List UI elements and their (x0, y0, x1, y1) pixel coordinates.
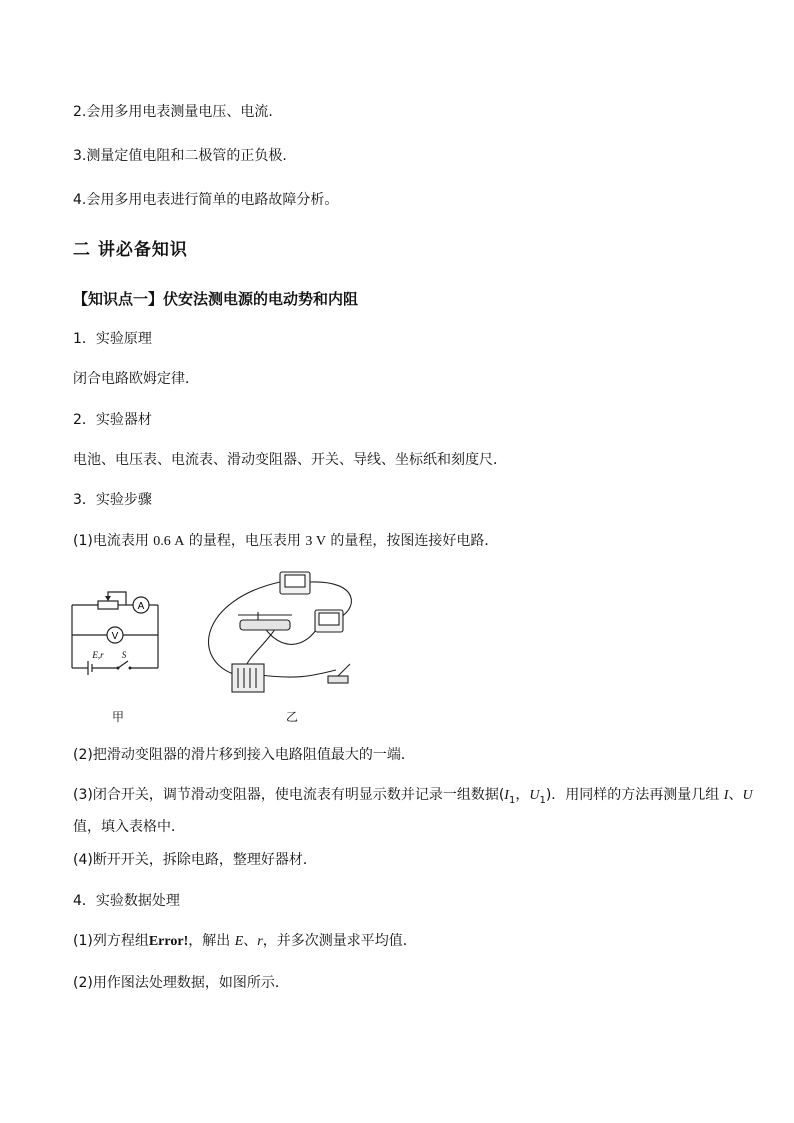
source-label: E,r (92, 650, 104, 660)
data-step-2: (2)用作图法处理数据，如图所示． (73, 975, 289, 991)
objective-3: 3.测量定值电阻和二极管的正负极. (73, 148, 287, 164)
step-3: (3)闭合开关，调节滑动变阻器，使电流表有明显示数并记录一组数据($I_1$，$U_1$)．用同样的方法再测量几组 I、U 值，填入表格中． (73, 787, 753, 835)
step-4: (4)断开开关，拆除电路，整理好器材． (73, 852, 317, 868)
section-title: 二 讲必备知识 (73, 240, 188, 260)
equipment-text: 电池、电压表、电流表、滑动变阻器、开关、导线、坐标纸和刻度尺． (73, 452, 507, 468)
circuit-diagram-svg (60, 560, 370, 720)
rheostat-symbol (98, 601, 118, 609)
apparatus-yi (209, 572, 352, 692)
figure-caption-yi: 乙 (286, 710, 299, 724)
figure-caption-jia: 甲 (112, 710, 125, 724)
data-step-1: (1)列方程组Error!，解出 E、r，并多次测量求平均值． (73, 933, 417, 949)
voltmeter-label: V (111, 631, 119, 642)
switch-label: S (121, 650, 127, 660)
principle-heading: 1．实验原理 (73, 331, 152, 347)
steps-heading: 3．实验步骤 (73, 492, 152, 508)
knowledge-point-title: 【知识点一】伏安法测电源的电动势和内阻 (73, 290, 359, 308)
ammeter-label: A (137, 601, 145, 612)
equipment-heading: 2．实验器材 (73, 412, 152, 428)
battery-device (232, 664, 264, 692)
step-2: (2)把滑动变阻器的滑片移到接入电路阻值最大的一端． (73, 747, 415, 763)
switch-symbol (118, 661, 128, 668)
objective-2: 2.会用多用电表测量电压、电流. (73, 104, 273, 120)
rheostat-device (240, 620, 290, 630)
step-1: (1)电流表用 0.6 A 的量程，电压表用 3 V 的量程，按图连接好电路． (73, 533, 499, 549)
circuit-figure (60, 560, 370, 724)
data-heading: 4．实验数据处理 (73, 893, 180, 909)
wire-bottom (260, 670, 336, 677)
objective-4: 4.会用多用电表进行简单的电路故障分析。 (73, 192, 339, 208)
switch-device (328, 676, 348, 683)
wire-battery (245, 625, 278, 668)
principle-text: 闭合电路欧姆定律． (73, 371, 199, 387)
